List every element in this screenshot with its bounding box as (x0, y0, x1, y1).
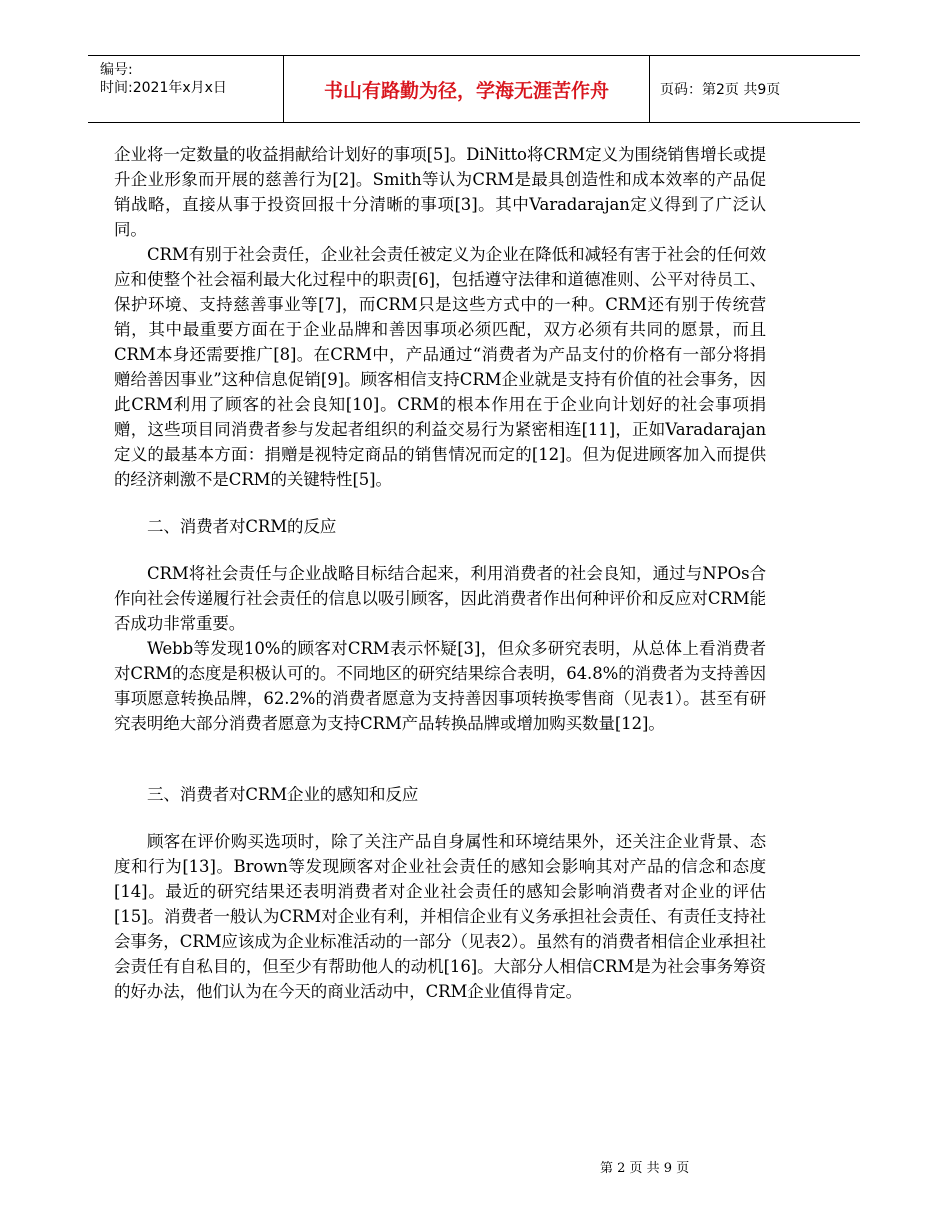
page-footer: 第 2 页 共 9 页 (600, 1161, 690, 1176)
section-heading-2: 二、消费者对CRM的反应 (147, 517, 337, 536)
number-label: 编号: (100, 62, 133, 78)
motto: 书山有路勤为径，学海无涯苦作舟 (284, 56, 650, 122)
paragraph-4: Webb等发现10%的顾客对CRM表示怀疑[3]，但众多研究表明，从总体上看消费者对CRM的态度是积极认可的。不同地区的研究结果综合表明，64.8%的消费者为支持善因事项愿意转换品牌，62.2%的消费者愿意为支持善因事项转换零售商（见表1）。甚至有研究表明绝大部分消费者愿意为支持CRM产品转换品牌或增加购买数量[12]。 (114, 639, 766, 733)
section-heading-3: 三、消费者对CRM企业的感知和反应 (147, 785, 419, 804)
time-label: 时间:2021年x月x日 (100, 80, 227, 96)
document-body (114, 142, 766, 1004)
paragraph-3: CRM将社会责任与企业战略目标结合起来，利用消费者的社会良知，通过与NPOs合作向社会传递履行社会责任的信息以吸引顾客，因此消费者作出何种评价和反应对CRM能否成功非常重要。 (114, 564, 766, 633)
page-info: 页码：第2页 共9页 (660, 82, 781, 98)
header-meta (88, 56, 284, 122)
paragraph-5: 顾客在评价购买选项时，除了关注产品自身属性和环境结果外，还关注企业背景、态度和行为[13]。Brown等发现顾客对企业社会责任的感知会影响其对产品的信念和态度[14]。最近的研究结果还表明消费者对企业社会责任的感知会影响消费者对企业的评估[15]。消费者一般认为CRM对企业有利，并相信企业有义务承担社会责任、有责任支持社会事务，CRM应该成为企业标准活动的一部分（见表2）。虽然有的消费者相信企业承担社会责任有自私目的，但至少有帮助他人的动机[16]。大部分人相信CRM是为社会事务筹资的好办法，他们认为在今天的商业活动中，CRM企业值得肯定。 (114, 832, 766, 1001)
page-header (88, 55, 860, 123)
paragraph-2: CRM有别于社会责任，企业社会责任被定义为企业在降低和减轻有害于社会的任何效应和使整个社会福利最大化过程中的职责[6]，包括遵守法律和道德准则、公平对待员工、保护环境、支持慈善事业等[7]，而CRM只是这些方式中的一种。CRM还有别于传统营销，其中最重要方面在于企业品牌和善因事项必须匹配，双方必须有共同的愿景，而且CRM本身还需要推广[8]。在CRM中，产品通过“消费者为产品支付的价格有一部分将捐赠给善因事业”这种信息促销[9]。顾客相信支持CRM企业就是支持有价值的社会事务，因此CRM利用了顾客的社会良知[10]。CRM的根本作用在于企业向计划好的社会事项捐赠，这些项目同消费者参与发起者组织的利益交易行为紧密相连[11]，正如Varadarajan定义的最基本方面：捐赠是视特定商品的销售情况而定的[12]。但为促进顾客加入而提供的经济刺激不是CRM的关键特性[5]。 (114, 245, 766, 489)
paragraph-1: 企业将一定数量的收益捐献给计划好的事项[5]。DiNitto将CRM定义为围绕销售增长或提升企业形象而开展的慈善行为[2]。Smith等认为CRM是最具创造性和成本效率的产品促销战略，直接从事于投资回报十分清晰的事项[3]。其中Varadarajan定义得到了广泛认同。 (114, 145, 766, 239)
